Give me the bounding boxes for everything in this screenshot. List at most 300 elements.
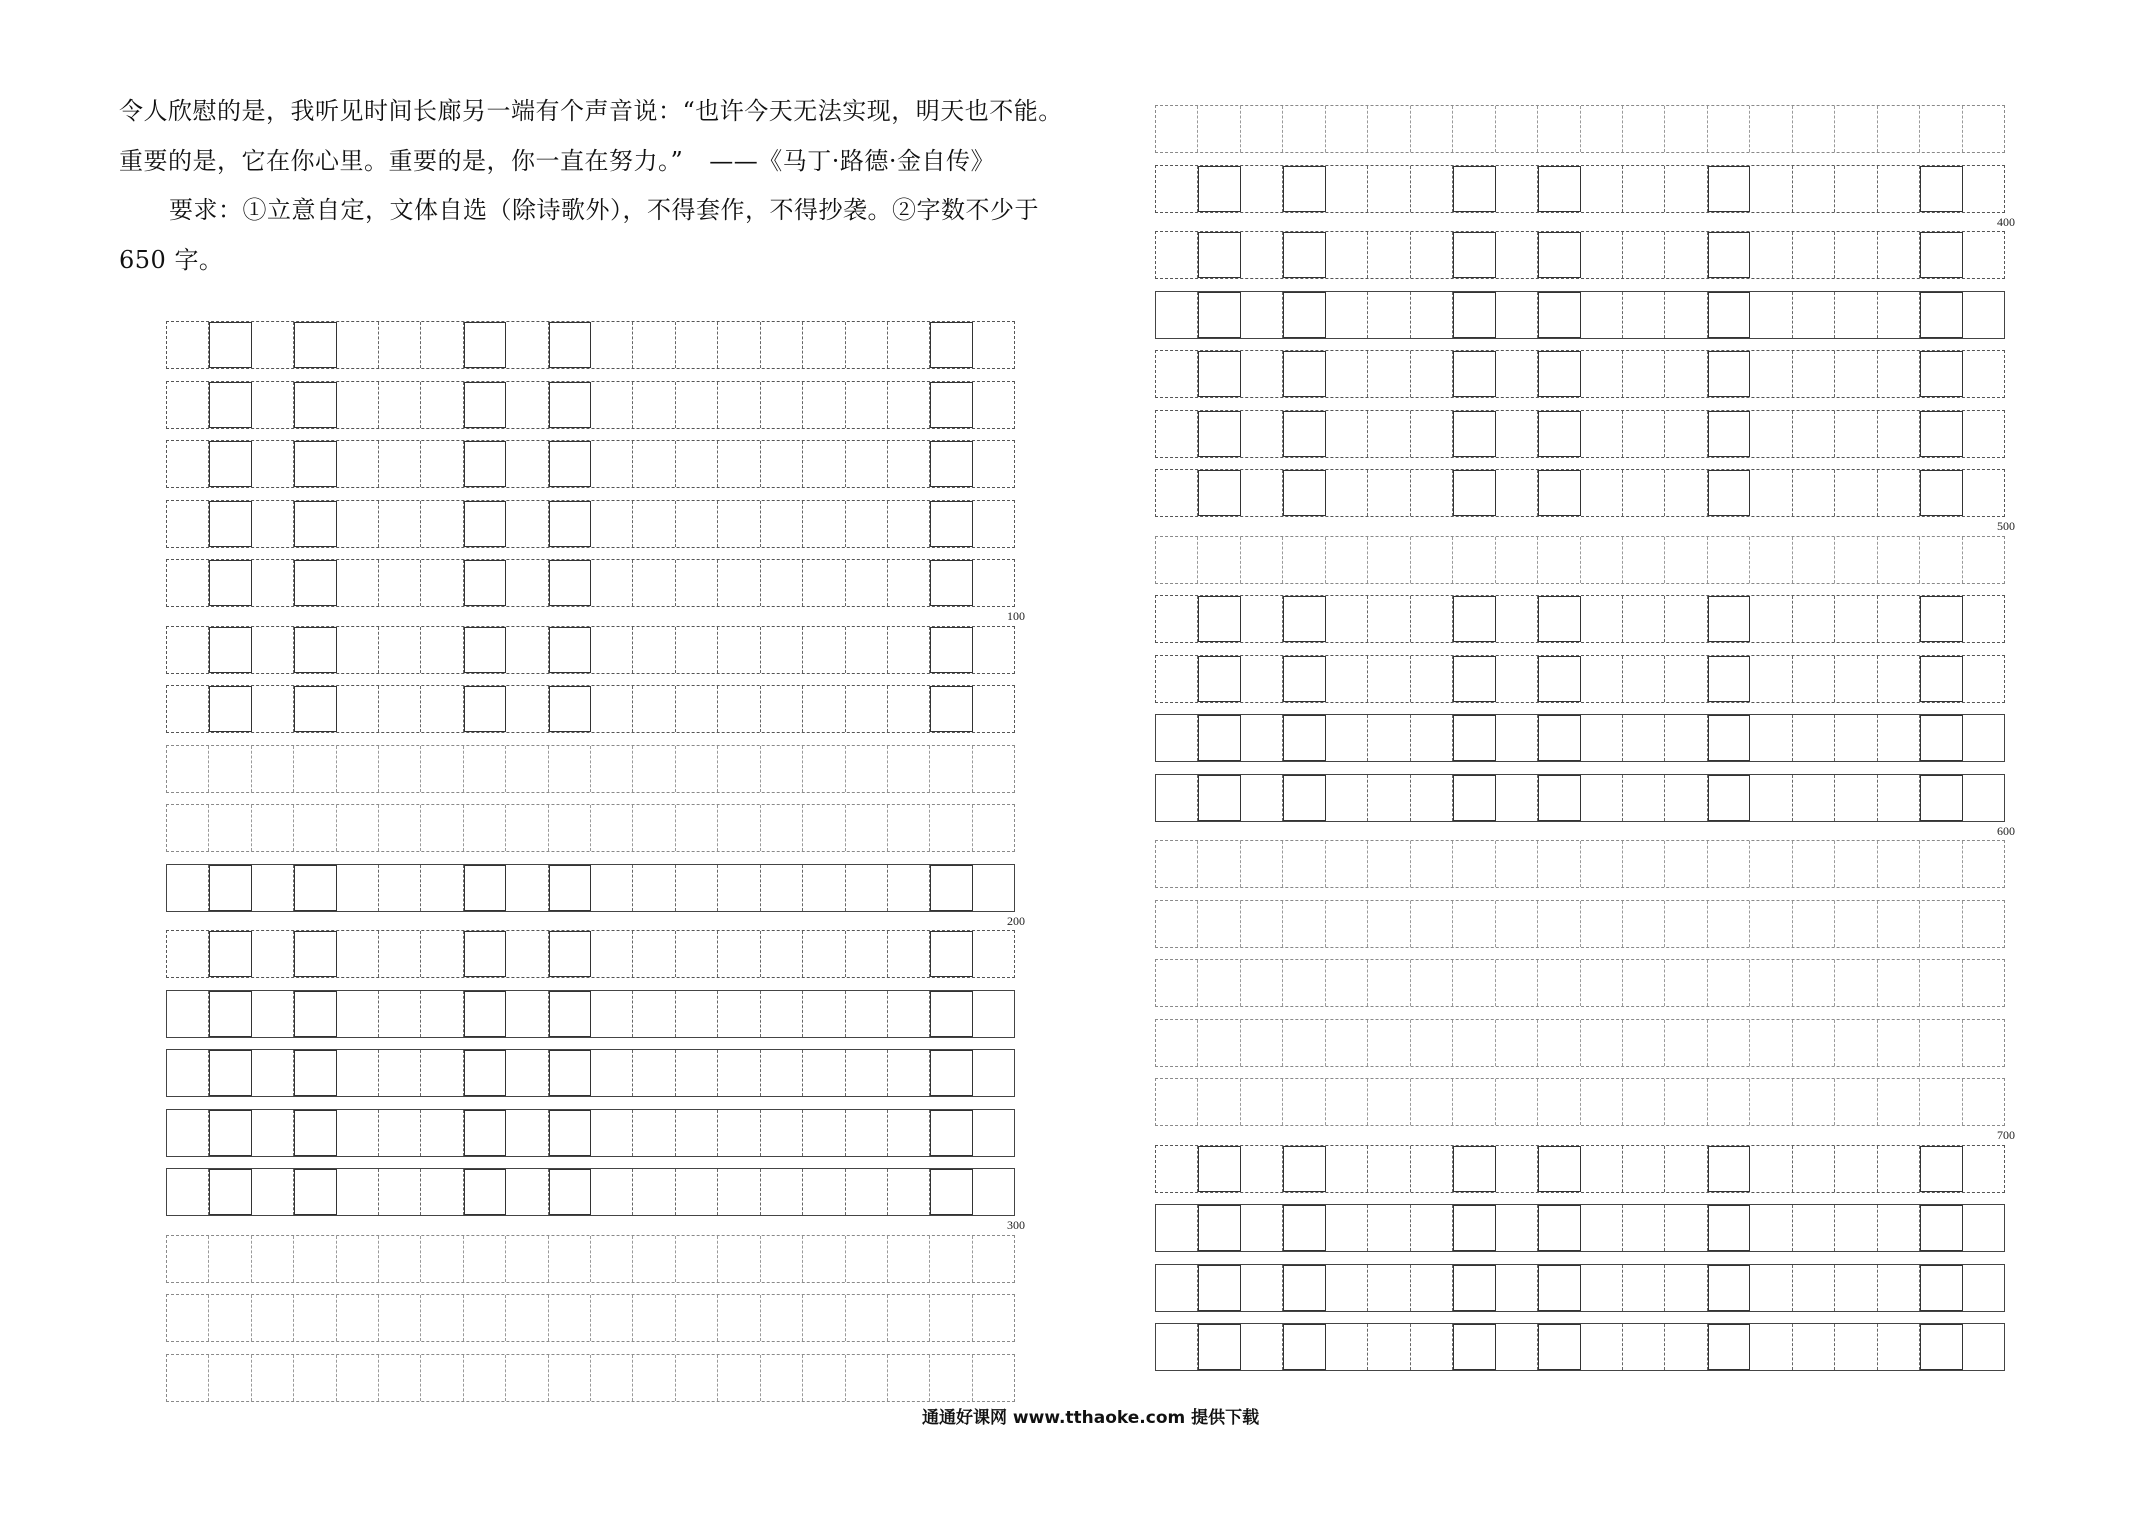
grid-cell (1835, 841, 1877, 887)
writing-row (1155, 900, 2005, 948)
grid-cell (973, 991, 1014, 1037)
grid-cell (1963, 292, 2004, 338)
grid-cell (1835, 715, 1877, 761)
grid-cell (379, 686, 421, 732)
grid-cell (294, 382, 336, 428)
grid-cell (1368, 1079, 1410, 1125)
word-count-marker: 100 (1007, 609, 1025, 623)
grid-cell (1326, 1020, 1368, 1066)
grid-cell (1708, 841, 1750, 887)
grid-cell (930, 560, 972, 606)
grid-cell (1835, 1146, 1877, 1192)
writing-row (1155, 231, 2005, 279)
grid-cell (464, 805, 506, 851)
grid-cell (718, 1110, 760, 1156)
grid-cell (1496, 537, 1538, 583)
grid-cell (888, 627, 930, 673)
grid-cell (167, 991, 209, 1037)
grid-cell (930, 931, 972, 977)
grid-cell (167, 1050, 209, 1096)
grid-cell (209, 1355, 251, 1401)
grid-cell (1623, 960, 1665, 1006)
grid-cell (888, 1169, 930, 1215)
grid-cell (167, 1110, 209, 1156)
grid-cell (930, 1355, 972, 1401)
grid-cell (1793, 1324, 1835, 1370)
grid-cell (379, 627, 421, 673)
writing-row (1155, 959, 2005, 1007)
grid-cell (803, 560, 845, 606)
grid-cell (1878, 1020, 1920, 1066)
grid-cell (1750, 960, 1792, 1006)
grid-cell (888, 805, 930, 851)
grid-cell (1963, 106, 2004, 152)
grid-cell (676, 1110, 718, 1156)
grid-cell (1241, 1146, 1283, 1192)
grid-cell (1708, 470, 1750, 516)
grid-cell (337, 1110, 379, 1156)
grid-cell (1198, 232, 1240, 278)
grid-cell (761, 627, 803, 673)
grid-cell (1241, 292, 1283, 338)
grid-cell (167, 1236, 209, 1282)
grid-cell (1665, 596, 1707, 642)
grid-cell (1750, 1265, 1792, 1311)
grid-cell (846, 991, 888, 1037)
grid-cell (1665, 292, 1707, 338)
grid-cell (1708, 596, 1750, 642)
grid-cell (549, 865, 591, 911)
grid-cell (1368, 166, 1410, 212)
grid-cell (1198, 1020, 1240, 1066)
grid-cell (1623, 232, 1665, 278)
writing-row (166, 440, 1015, 488)
grid-cell (506, 501, 548, 547)
grid-cell (761, 931, 803, 977)
grid-cell (1835, 1020, 1877, 1066)
grid-cell (1835, 470, 1877, 516)
grid-cell (379, 1236, 421, 1282)
grid-cell (549, 1355, 591, 1401)
grid-cell (930, 805, 972, 851)
grid-cell (252, 1355, 294, 1401)
grid-cell (846, 1295, 888, 1341)
grid-cell (1368, 596, 1410, 642)
grid-cell (1708, 166, 1750, 212)
grid-cell (209, 501, 251, 547)
grid-cell (718, 627, 760, 673)
grid-cell (1963, 537, 2004, 583)
grid-cell (761, 1236, 803, 1282)
grid-cell (930, 441, 972, 487)
grid-cell (1835, 1324, 1877, 1370)
grid-cell (1326, 960, 1368, 1006)
grid-cell (761, 746, 803, 792)
grid-cell (846, 746, 888, 792)
grid-cell (1538, 232, 1580, 278)
grid-cell (1496, 1146, 1538, 1192)
grid-cell (209, 1236, 251, 1282)
grid-cell (294, 931, 336, 977)
grid-cell (888, 560, 930, 606)
grid-cell (1793, 537, 1835, 583)
grid-cell (1750, 470, 1792, 516)
grid-cell (761, 322, 803, 368)
grid-cell (1156, 166, 1198, 212)
grid-cell (846, 931, 888, 977)
grid-cell (252, 865, 294, 911)
grid-cell (1198, 841, 1240, 887)
grid-cell (294, 686, 336, 732)
grid-cell (209, 805, 251, 851)
grid-cell (421, 1169, 463, 1215)
grid-cell (506, 686, 548, 732)
grid-cell (761, 805, 803, 851)
grid-cell (1623, 1146, 1665, 1192)
grid-cell (421, 746, 463, 792)
grid-cell (591, 1050, 633, 1096)
grid-cell (1326, 1324, 1368, 1370)
grid-cell (1581, 656, 1623, 702)
grid-cell (464, 1236, 506, 1282)
grid-cell (1411, 1324, 1453, 1370)
grid-cell (1156, 411, 1198, 457)
grid-cell (1283, 411, 1325, 457)
grid-cell (1496, 901, 1538, 947)
grid-cell (421, 865, 463, 911)
grid-cell (1708, 960, 1750, 1006)
grid-cell (1920, 715, 1962, 761)
grid-cell (1581, 1324, 1623, 1370)
grid-cell (1156, 106, 1198, 152)
grid-cell (209, 322, 251, 368)
quote-source: ——《马丁·路德·金自传》 (709, 147, 996, 175)
grid-cell (209, 746, 251, 792)
grid-cell (1283, 232, 1325, 278)
grid-cell (1198, 1079, 1240, 1125)
grid-cell (1878, 715, 1920, 761)
grid-cell (1750, 411, 1792, 457)
grid-cell (1750, 1324, 1792, 1370)
grid-cell (1198, 960, 1240, 1006)
writing-row (1155, 165, 2005, 213)
grid-cell (1920, 1324, 1962, 1370)
grid-cell (1581, 537, 1623, 583)
grid-cell (464, 1050, 506, 1096)
grid-cell (676, 560, 718, 606)
grid-cell (1963, 470, 2004, 516)
grid-cell (1878, 411, 1920, 457)
grid-cell (379, 865, 421, 911)
grid-cell (1835, 960, 1877, 1006)
grid-cell (676, 441, 718, 487)
writing-row (1155, 350, 2005, 398)
grid-cell (1581, 715, 1623, 761)
grid-cell (1156, 1265, 1198, 1311)
grid-cell (1496, 232, 1538, 278)
grid-cell (761, 1295, 803, 1341)
grid-cell (1453, 1146, 1495, 1192)
grid-cell (294, 627, 336, 673)
grid-cell (1793, 1146, 1835, 1192)
grid-cell (803, 991, 845, 1037)
grid-cell (676, 501, 718, 547)
grid-cell (1241, 470, 1283, 516)
grid-cell (846, 441, 888, 487)
grid-cell (506, 1355, 548, 1401)
grid-cell (1623, 411, 1665, 457)
grid-cell (1453, 960, 1495, 1006)
grid-cell (1283, 1265, 1325, 1311)
grid-cell (1878, 960, 1920, 1006)
grid-cell (1496, 1205, 1538, 1251)
grid-cell (1708, 292, 1750, 338)
grid-cell (1581, 106, 1623, 152)
grid-cell (1963, 775, 2004, 821)
grid-cell (1793, 1265, 1835, 1311)
grid-cell (1156, 1146, 1198, 1192)
grid-cell (167, 686, 209, 732)
grid-cell (379, 805, 421, 851)
grid-cell (676, 1050, 718, 1096)
grid-cell (464, 382, 506, 428)
grid-cell (1623, 1265, 1665, 1311)
grid-cell (973, 1236, 1014, 1282)
grid-cell (1665, 1265, 1707, 1311)
grid-cell (973, 1355, 1014, 1401)
grid-cell (549, 805, 591, 851)
word-count-marker: 600 (1997, 823, 2015, 838)
grid-cell (1538, 841, 1580, 887)
grid-cell (1581, 166, 1623, 212)
grid-cell (1453, 901, 1495, 947)
grid-cell (803, 1110, 845, 1156)
grid-cell (1453, 1324, 1495, 1370)
grid-cell (1665, 232, 1707, 278)
grid-cell (803, 1295, 845, 1341)
grid-cell (1623, 1079, 1665, 1125)
grid-cell (1198, 1146, 1240, 1192)
grid-cell (1538, 1265, 1580, 1311)
grid-cell (973, 322, 1014, 368)
grid-cell (1665, 656, 1707, 702)
grid-cell (633, 441, 675, 487)
grid-cell (1963, 1205, 2004, 1251)
grid-cell (973, 627, 1014, 673)
grid-cell (1793, 411, 1835, 457)
grid-cell (549, 931, 591, 977)
grid-cell (1198, 470, 1240, 516)
grid-cell (294, 560, 336, 606)
grid-cell (1835, 775, 1877, 821)
grid-cell (1581, 411, 1623, 457)
grid-cell (167, 1295, 209, 1341)
grid-cell (294, 746, 336, 792)
grid-cell (676, 746, 718, 792)
grid-cell (973, 686, 1014, 732)
grid-cell (252, 1295, 294, 1341)
grid-cell (1963, 1020, 2004, 1066)
grid-cell (379, 1355, 421, 1401)
grid-cell (718, 322, 760, 368)
grid-cell (506, 865, 548, 911)
grid-cell (1326, 841, 1368, 887)
grid-cell (973, 501, 1014, 547)
grid-cell (1283, 537, 1325, 583)
grid-cell (252, 382, 294, 428)
grid-cell (1283, 1205, 1325, 1251)
grid-cell (294, 1236, 336, 1282)
grid-cell (973, 441, 1014, 487)
writing-row (1155, 774, 2005, 822)
grid-cell (930, 865, 972, 911)
grid-cell (718, 1169, 760, 1215)
writing-row (1155, 1078, 2005, 1126)
grid-cell (1283, 1324, 1325, 1370)
grid-cell (888, 931, 930, 977)
grid-cell (888, 382, 930, 428)
grid-cell (803, 1355, 845, 1401)
grid-cell (1453, 106, 1495, 152)
grid-cell (1496, 351, 1538, 397)
grid-cell (1708, 232, 1750, 278)
grid-cell (1411, 106, 1453, 152)
grid-cell (549, 627, 591, 673)
grid-cell (1665, 1205, 1707, 1251)
grid-cell (1623, 901, 1665, 947)
grid-cell (1581, 901, 1623, 947)
grid-cell (421, 322, 463, 368)
grid-cell (676, 931, 718, 977)
grid-cell (1920, 1079, 1962, 1125)
grid-cell (337, 627, 379, 673)
grid-cell (1878, 1265, 1920, 1311)
grid-cell (1963, 232, 2004, 278)
grid-cell (718, 746, 760, 792)
grid-cell (1920, 292, 1962, 338)
grid-cell (1623, 1324, 1665, 1370)
grid-cell (337, 865, 379, 911)
grid-cell (1793, 596, 1835, 642)
writing-row (1155, 714, 2005, 762)
grid-cell (1581, 1265, 1623, 1311)
grid-cell (379, 441, 421, 487)
grid-cell (1963, 901, 2004, 947)
grid-cell (1198, 411, 1240, 457)
grid-cell (1411, 960, 1453, 1006)
grid-cell (973, 1110, 1014, 1156)
grid-cell (1283, 1146, 1325, 1192)
grid-cell (1453, 775, 1495, 821)
grid-cell (888, 1050, 930, 1096)
grid-cell (379, 501, 421, 547)
grid-cell (1496, 596, 1538, 642)
grid-cell (337, 1355, 379, 1401)
grid-cell (1581, 470, 1623, 516)
grid-cell (803, 1050, 845, 1096)
grid-cell (1411, 470, 1453, 516)
grid-cell (888, 501, 930, 547)
grid-cell (591, 627, 633, 673)
grid-cell (1963, 841, 2004, 887)
grid-cell (1623, 1205, 1665, 1251)
grid-cell (1708, 775, 1750, 821)
grid-cell (252, 627, 294, 673)
grid-cell (506, 1236, 548, 1282)
grid-cell (1665, 1324, 1707, 1370)
grid-cell (506, 1110, 548, 1156)
grid-cell (888, 441, 930, 487)
grid-cell (294, 1295, 336, 1341)
grid-cell (1920, 1265, 1962, 1311)
grid-cell (633, 1050, 675, 1096)
grid-cell (888, 991, 930, 1037)
footer-credit: 通通好课网 www.tthaoke.com 提供下载 (922, 1408, 1260, 1428)
grid-cell (633, 627, 675, 673)
grid-cell (888, 686, 930, 732)
grid-cell (167, 1355, 209, 1401)
grid-cell (888, 1236, 930, 1282)
grid-cell (1156, 1020, 1198, 1066)
grid-cell (294, 865, 336, 911)
grid-cell (1326, 1146, 1368, 1192)
grid-cell (1241, 411, 1283, 457)
grid-cell (888, 1110, 930, 1156)
grid-cell (549, 322, 591, 368)
grid-cell (930, 746, 972, 792)
grid-cell (930, 1169, 972, 1215)
grid-cell (676, 382, 718, 428)
grid-cell (1878, 656, 1920, 702)
grid-cell (337, 1236, 379, 1282)
grid-cell (591, 931, 633, 977)
grid-cell (1368, 470, 1410, 516)
grid-cell (676, 322, 718, 368)
grid-cell (1283, 106, 1325, 152)
grid-cell (1538, 1146, 1580, 1192)
grid-cell (1963, 166, 2004, 212)
grid-cell (633, 1236, 675, 1282)
grid-cell (591, 1169, 633, 1215)
grid-cell (1241, 106, 1283, 152)
grid-cell (888, 746, 930, 792)
grid-cell (718, 560, 760, 606)
grid-cell (337, 322, 379, 368)
grid-cell (1623, 292, 1665, 338)
grid-cell (1708, 537, 1750, 583)
grid-cell (1411, 1265, 1453, 1311)
grid-cell (1750, 232, 1792, 278)
grid-cell (718, 501, 760, 547)
grid-cell (294, 1050, 336, 1096)
grid-cell (718, 805, 760, 851)
grid-cell (506, 991, 548, 1037)
grid-cell (421, 627, 463, 673)
grid-cell (1963, 960, 2004, 1006)
grid-cell (1283, 656, 1325, 702)
grid-cell (718, 441, 760, 487)
grid-cell (591, 441, 633, 487)
grid-cell (1411, 351, 1453, 397)
grid-cell (1793, 715, 1835, 761)
grid-cell (1538, 292, 1580, 338)
grid-cell (1793, 232, 1835, 278)
grid-cell (1750, 1020, 1792, 1066)
grid-cell (506, 1050, 548, 1096)
writing-row (166, 1354, 1015, 1402)
grid-cell (591, 991, 633, 1037)
grid-cell (761, 382, 803, 428)
